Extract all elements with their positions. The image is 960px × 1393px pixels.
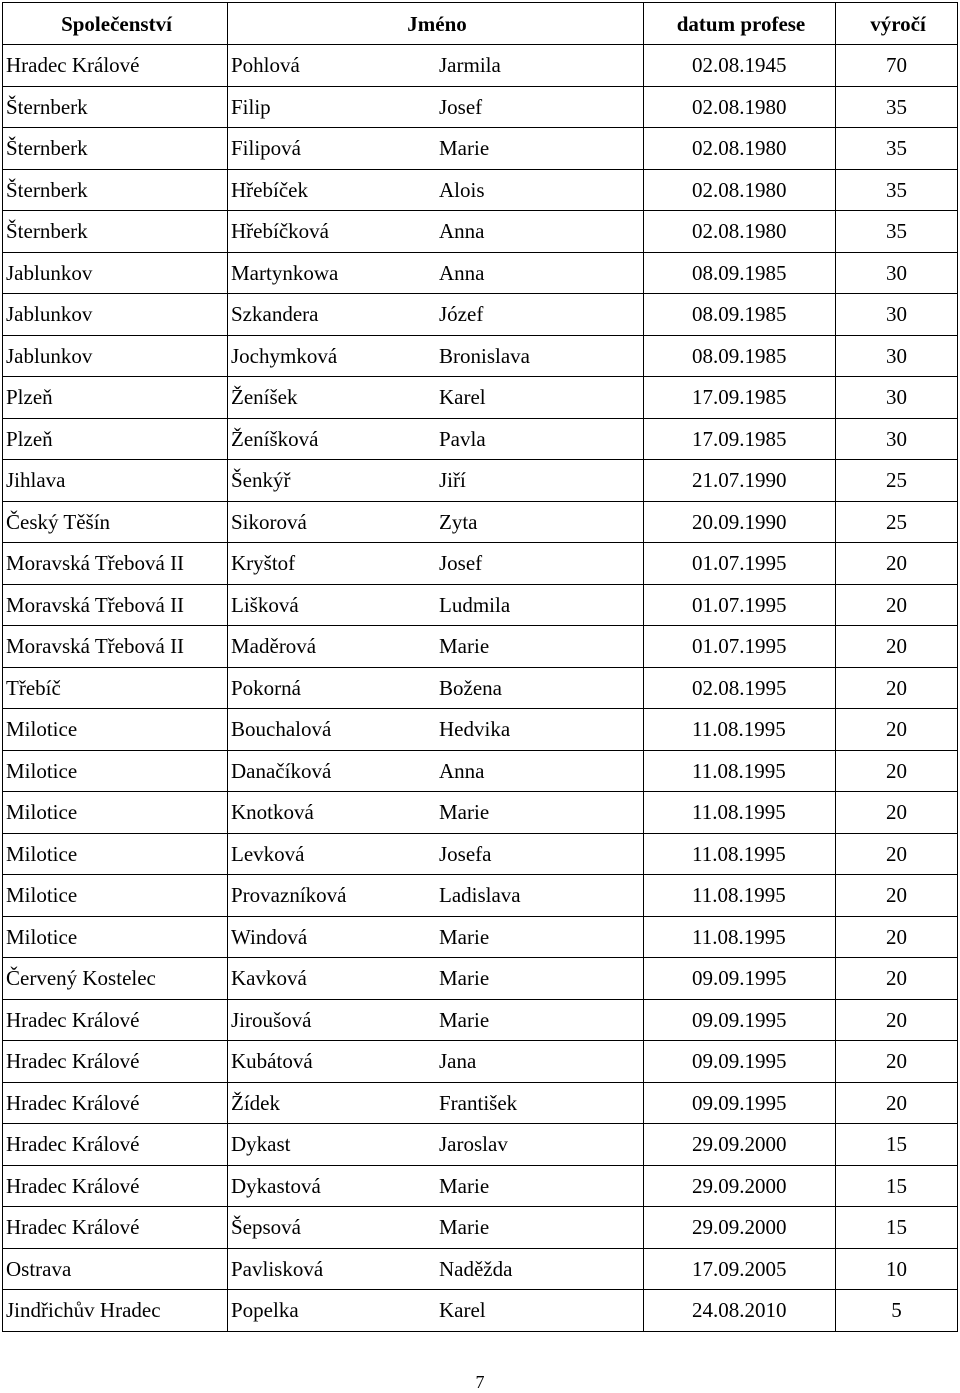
cell-firstname: Marie [439, 136, 490, 161]
cell-surname: Kryštof [231, 551, 296, 576]
cell-spolecenstvi: Plzeň [3, 418, 228, 460]
cell-jmeno [228, 1124, 644, 1166]
table-row [3, 1082, 958, 1124]
cell-vyroci: 10 [836, 1248, 958, 1290]
cell-datum: 17.09.1985 [644, 418, 836, 460]
cell-vyroci: 20 [836, 875, 958, 917]
cell-vyroci: 30 [836, 377, 958, 419]
cell-spolecenstvi: Jablunkov [3, 294, 228, 336]
cell-spolecenstvi: Hradec Králové [3, 1165, 228, 1207]
cell-vyroci: 15 [836, 1165, 958, 1207]
page-number: 7 [475, 1372, 485, 1392]
cell-datum: 01.07.1995 [644, 626, 836, 668]
cell-spolecenstvi: Hradec Králové [3, 45, 228, 87]
header-jmeno: Jméno [228, 3, 644, 45]
cell-firstname: Hedvika [439, 717, 511, 742]
table-row [3, 45, 958, 87]
cell-spolecenstvi: Moravská Třebová II [3, 543, 228, 585]
cell-jmeno [228, 460, 644, 502]
cell-vyroci: 20 [836, 709, 958, 751]
cell-vyroci: 20 [836, 543, 958, 585]
cell-spolecenstvi: Moravská Třebová II [3, 584, 228, 626]
header-datum: datum profese [644, 3, 836, 45]
cell-vyroci: 20 [836, 1082, 958, 1124]
table-row [3, 916, 958, 958]
cell-surname: Šepsová [231, 1215, 301, 1240]
cell-spolecenstvi: Milotice [3, 833, 228, 875]
cell-firstname: Karel [439, 1298, 486, 1323]
cell-datum: 02.08.1980 [644, 211, 836, 253]
cell-vyroci: 20 [836, 667, 958, 709]
cell-firstname: Naděžda [439, 1256, 513, 1281]
cell-vyroci: 30 [836, 294, 958, 336]
cell-vyroci: 70 [836, 45, 958, 87]
cell-vyroci: 35 [836, 211, 958, 253]
cell-firstname: Jiří [439, 468, 466, 493]
cell-datum: 08.09.1985 [644, 252, 836, 294]
table-row [3, 875, 958, 917]
cell-jmeno [228, 501, 644, 543]
cell-surname: Bouchalová [231, 717, 332, 742]
cell-jmeno [228, 543, 644, 585]
cell-spolecenstvi: Šternberk [3, 86, 228, 128]
cell-spolecenstvi: Plzeň [3, 377, 228, 419]
cell-vyroci: 35 [836, 86, 958, 128]
cell-jmeno [228, 294, 644, 336]
cell-firstname: Anna [439, 260, 485, 285]
header-spolecenstvi: Společenství [3, 3, 228, 45]
cell-firstname: Božena [439, 675, 502, 700]
cell-jmeno [228, 833, 644, 875]
cell-surname: Pokorná [231, 675, 301, 700]
cell-spolecenstvi: Hradec Králové [3, 1207, 228, 1249]
cell-datum: 29.09.2000 [644, 1207, 836, 1249]
cell-jmeno [228, 875, 644, 917]
cell-surname: Pohlová [231, 53, 300, 78]
cell-spolecenstvi: Jindřichův Hradec [3, 1290, 228, 1332]
cell-firstname: Alois [439, 177, 485, 202]
cell-jmeno [228, 169, 644, 211]
table-body [3, 45, 958, 1332]
cell-jmeno [228, 252, 644, 294]
cell-spolecenstvi: Třebíč [3, 667, 228, 709]
cell-vyroci: 20 [836, 958, 958, 1000]
cell-jmeno [228, 418, 644, 460]
cell-datum: 17.09.2005 [644, 1248, 836, 1290]
cell-surname: Šenkýř [231, 468, 291, 493]
cell-firstname: Jarmila [439, 53, 501, 78]
cell-vyroci: 35 [836, 128, 958, 170]
cell-firstname: Josefa [439, 841, 492, 866]
table-row [3, 1124, 958, 1166]
cell-jmeno [228, 792, 644, 834]
cell-spolecenstvi: Hradec Králové [3, 1124, 228, 1166]
cell-firstname: Bronislava [439, 343, 530, 368]
cell-jmeno [228, 45, 644, 87]
cell-jmeno [228, 211, 644, 253]
cell-surname: Filipová [231, 136, 302, 161]
cell-datum: 01.07.1995 [644, 543, 836, 585]
cell-datum: 08.09.1985 [644, 335, 836, 377]
cell-jmeno [228, 1165, 644, 1207]
table-row [3, 1041, 958, 1083]
cell-vyroci: 15 [836, 1207, 958, 1249]
cell-firstname: Marie [439, 1007, 490, 1032]
cell-datum: 02.08.1980 [644, 128, 836, 170]
cell-vyroci: 20 [836, 833, 958, 875]
cell-surname: Windová [231, 924, 308, 949]
cell-surname: Dykastová [231, 1173, 321, 1198]
table-row [3, 543, 958, 585]
cell-spolecenstvi: Moravská Třebová II [3, 626, 228, 668]
header-vyroci: výročí [836, 3, 958, 45]
cell-firstname: Josef [439, 551, 483, 576]
cell-jmeno [228, 958, 644, 1000]
cell-spolecenstvi: Jablunkov [3, 252, 228, 294]
cell-surname: Sikorová [231, 509, 307, 534]
cell-firstname: Ludmila [439, 592, 511, 617]
table-row [3, 958, 958, 1000]
cell-firstname: Ladislava [439, 883, 521, 908]
cell-spolecenstvi: Milotice [3, 916, 228, 958]
cell-firstname: Anna [439, 758, 485, 783]
anniversary-table [2, 2, 958, 1332]
cell-spolecenstvi: Hradec Králové [3, 1041, 228, 1083]
cell-vyroci: 20 [836, 750, 958, 792]
cell-surname: Szkandera [231, 302, 319, 327]
table-row [3, 252, 958, 294]
cell-jmeno [228, 709, 644, 751]
cell-spolecenstvi: Ostrava [3, 1248, 228, 1290]
cell-surname: Lišková [231, 592, 299, 617]
cell-firstname: Marie [439, 966, 490, 991]
cell-firstname: Marie [439, 1173, 490, 1198]
cell-firstname: František [439, 1090, 518, 1115]
cell-vyroci: 20 [836, 1041, 958, 1083]
table-row [3, 169, 958, 211]
cell-firstname: Marie [439, 800, 490, 825]
cell-spolecenstvi: Milotice [3, 750, 228, 792]
cell-vyroci: 20 [836, 584, 958, 626]
cell-surname: Jochymková [231, 343, 338, 368]
cell-firstname: Josef [439, 94, 483, 119]
table-row [3, 501, 958, 543]
cell-spolecenstvi: Jablunkov [3, 335, 228, 377]
cell-firstname: Anna [439, 219, 485, 244]
table-row [3, 584, 958, 626]
cell-jmeno [228, 1248, 644, 1290]
cell-spolecenstvi: Milotice [3, 709, 228, 751]
cell-vyroci: 35 [836, 169, 958, 211]
table-row [3, 750, 958, 792]
cell-datum: 09.09.1995 [644, 1041, 836, 1083]
cell-jmeno [228, 1207, 644, 1249]
cell-datum: 02.08.1995 [644, 667, 836, 709]
cell-vyroci: 5 [836, 1290, 958, 1332]
cell-surname: Kubátová [231, 1049, 313, 1074]
cell-firstname: Jana [439, 1049, 477, 1074]
table-row [3, 1290, 958, 1332]
cell-datum: 29.09.2000 [644, 1124, 836, 1166]
cell-firstname: Karel [439, 385, 486, 410]
cell-surname: Knotková [231, 800, 314, 825]
cell-datum: 20.09.1990 [644, 501, 836, 543]
cell-datum: 09.09.1995 [644, 958, 836, 1000]
cell-datum: 02.08.1980 [644, 86, 836, 128]
cell-jmeno [228, 377, 644, 419]
cell-surname: Hřebíčková [231, 219, 329, 244]
cell-surname: Ženíšek [231, 385, 298, 410]
cell-surname: Danačíková [231, 758, 332, 783]
cell-datum: 11.08.1995 [644, 750, 836, 792]
table-row [3, 335, 958, 377]
cell-jmeno [228, 86, 644, 128]
cell-datum: 02.08.1980 [644, 169, 836, 211]
cell-surname: Martynkowa [231, 260, 339, 285]
cell-surname: Dykast [231, 1132, 291, 1157]
cell-vyroci: 20 [836, 999, 958, 1041]
cell-datum: 09.09.1995 [644, 999, 836, 1041]
cell-firstname: Marie [439, 634, 490, 659]
cell-spolecenstvi: Hradec Králové [3, 1082, 228, 1124]
table-row [3, 626, 958, 668]
table-row [3, 418, 958, 460]
cell-jmeno [228, 999, 644, 1041]
cell-datum: 29.09.2000 [644, 1165, 836, 1207]
table-row [3, 128, 958, 170]
cell-spolecenstvi: Hradec Králové [3, 999, 228, 1041]
table-row [3, 792, 958, 834]
cell-firstname: Pavla [439, 426, 486, 451]
cell-datum: 17.09.1985 [644, 377, 836, 419]
cell-datum: 24.08.2010 [644, 1290, 836, 1332]
cell-spolecenstvi: Šternberk [3, 128, 228, 170]
table-row [3, 211, 958, 253]
table-row [3, 460, 958, 502]
table-row [3, 709, 958, 751]
cell-vyroci: 25 [836, 460, 958, 502]
table-row [3, 377, 958, 419]
cell-jmeno [228, 584, 644, 626]
cell-vyroci: 20 [836, 792, 958, 834]
cell-spolecenstvi: Šternberk [3, 169, 228, 211]
table-row [3, 1248, 958, 1290]
cell-datum: 09.09.1995 [644, 1082, 836, 1124]
cell-spolecenstvi: Šternberk [3, 211, 228, 253]
cell-firstname: Jaroslav [439, 1132, 508, 1157]
cell-jmeno [228, 1082, 644, 1124]
cell-firstname: Zyta [439, 509, 478, 534]
cell-surname: Popelka [231, 1298, 299, 1323]
cell-vyroci: 15 [836, 1124, 958, 1166]
cell-surname: Levková [231, 841, 305, 866]
cell-jmeno [228, 626, 644, 668]
cell-vyroci: 20 [836, 916, 958, 958]
table-row [3, 294, 958, 336]
cell-surname: Žídek [231, 1090, 280, 1115]
cell-datum: 08.09.1985 [644, 294, 836, 336]
cell-vyroci: 30 [836, 335, 958, 377]
table-row [3, 667, 958, 709]
cell-surname: Pavlisková [231, 1256, 324, 1281]
cell-firstname: Marie [439, 1215, 490, 1240]
cell-datum: 11.08.1995 [644, 916, 836, 958]
table-row [3, 833, 958, 875]
cell-vyroci: 30 [836, 418, 958, 460]
cell-datum: 11.08.1995 [644, 792, 836, 834]
cell-jmeno [228, 335, 644, 377]
table-row [3, 999, 958, 1041]
cell-spolecenstvi: Červený Kostelec [3, 958, 228, 1000]
table-row [3, 1165, 958, 1207]
cell-vyroci: 25 [836, 501, 958, 543]
table-header-row [3, 3, 958, 45]
cell-datum: 21.07.1990 [644, 460, 836, 502]
table-row [3, 1207, 958, 1249]
cell-firstname: Józef [439, 302, 484, 327]
cell-jmeno [228, 128, 644, 170]
cell-jmeno [228, 916, 644, 958]
cell-datum: 01.07.1995 [644, 584, 836, 626]
cell-spolecenstvi: Český Těšín [3, 501, 228, 543]
cell-datum: 11.08.1995 [644, 709, 836, 751]
cell-jmeno [228, 667, 644, 709]
cell-surname: Filip [231, 94, 271, 119]
cell-vyroci: 20 [836, 626, 958, 668]
cell-firstname: Marie [439, 924, 490, 949]
cell-datum: 02.08.1945 [644, 45, 836, 87]
table-row [3, 86, 958, 128]
cell-datum: 11.08.1995 [644, 833, 836, 875]
cell-jmeno [228, 1041, 644, 1083]
cell-datum: 11.08.1995 [644, 875, 836, 917]
cell-surname: Maděrová [231, 634, 317, 659]
cell-surname: Ženíšková [231, 426, 319, 451]
cell-surname: Kavková [231, 966, 307, 991]
cell-surname: Provazníková [231, 883, 347, 908]
cell-surname: Jiroušová [231, 1007, 312, 1032]
cell-spolecenstvi: Milotice [3, 875, 228, 917]
cell-spolecenstvi: Milotice [3, 792, 228, 834]
cell-surname: Hřebíček [231, 177, 308, 202]
cell-jmeno [228, 750, 644, 792]
cell-jmeno [228, 1290, 644, 1332]
cell-spolecenstvi: Jihlava [3, 460, 228, 502]
cell-vyroci: 30 [836, 252, 958, 294]
